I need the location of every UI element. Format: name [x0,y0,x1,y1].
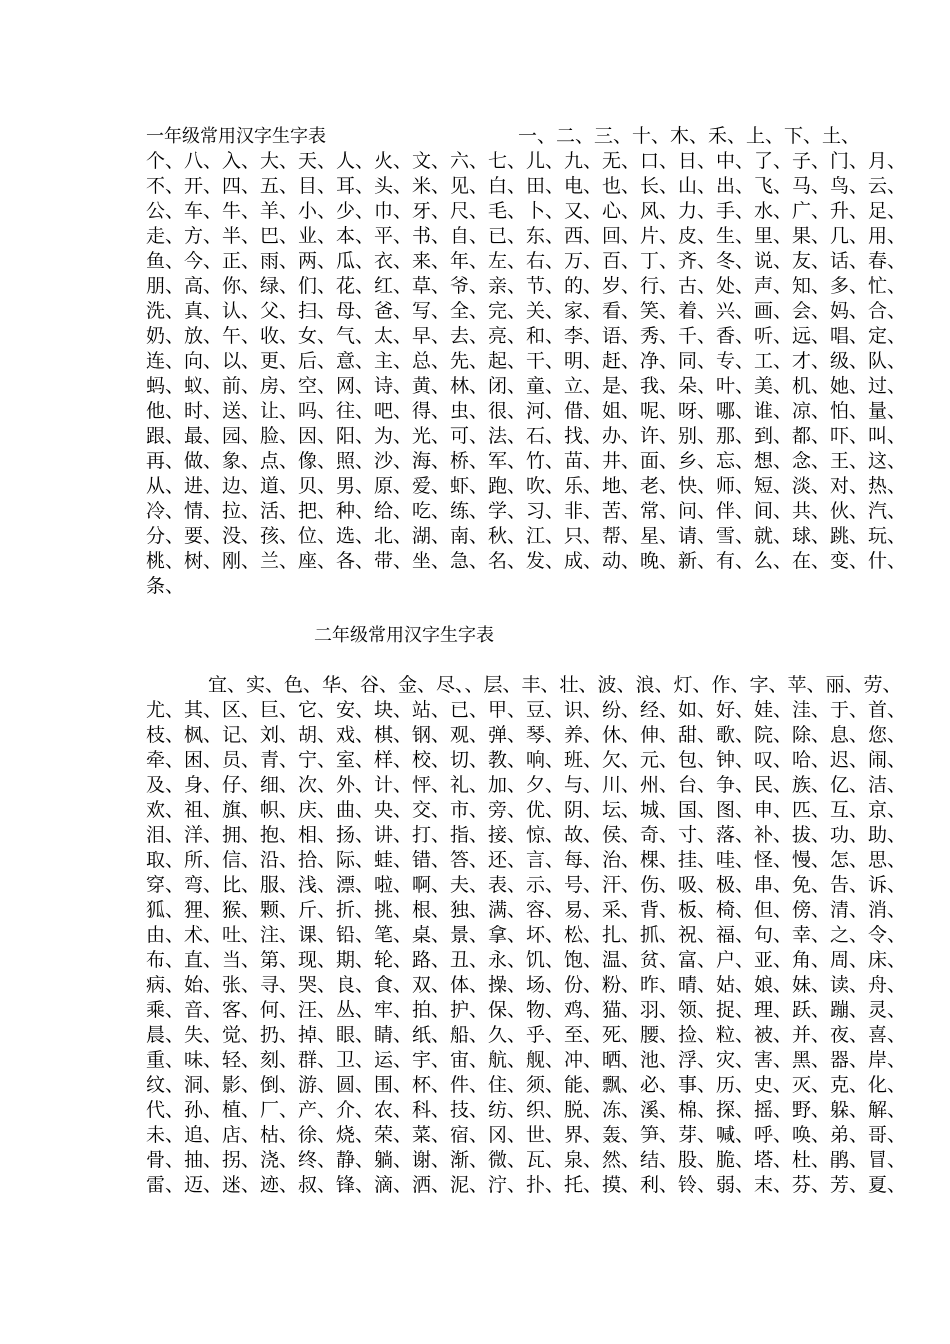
text-line: 公、车、牛、羊、小、少、巾、牙、尺、毛、卜、又、心、风、力、手、水、广、升、足、 [146,200,907,222]
text-line: 泪、洋、拥、抱、相、扬、讲、打、指、接、惊、故、侯、奇、寸、落、补、拔、功、助、 [146,824,907,846]
text-line: 狐、狸、猴、颗、斤、折、挑、根、独、满、容、易、采、背、板、椅、但、傍、清、消、 [146,899,907,921]
text-line: 鱼、今、正、雨、两、瓜、衣、来、年、左、右、万、百、丁、齐、冬、说、友、话、春、 [146,250,907,272]
text-line: 乘、音、客、何、汪、丛、牢、拍、护、保、物、鸡、猫、羽、领、捉、理、跃、蹦、灵、 [146,999,907,1021]
text-line: 晨、失、觉、扔、掉、眼、睛、纸、船、久、乎、至、死、腰、捡、粒、被、并、夜、喜、 [146,1024,907,1046]
text-line: 连、向、以、更、后、意、主、总、先、起、干、明、赶、净、同、专、工、才、级、队、 [146,350,907,372]
grade1-section [146,124,907,599]
text-line: 穿、弯、比、服、浅、漂、啦、啊、夫、表、示、号、汗、伤、吸、极、串、免、告、诉、 [146,874,907,896]
text-line: 从、进、边、道、贝、男、原、爱、虾、跑、吹、乐、地、老、快、师、短、淡、对、热、 [146,475,907,497]
grade1-first-chars: 一、二、三、十、木、禾、上、下、土、 [518,125,861,147]
text-line: 冷、情、拉、活、把、种、给、吃、练、学、习、非、苦、常、问、伴、间、共、伙、汽、 [146,500,907,522]
text-line: 及、身、仔、细、次、外、计、怦、礼、加、夕、与、川、州、台、争、民、族、亿、洁、 [146,774,907,796]
text-line: 再、做、象、点、像、照、沙、海、桥、军、竹、苗、井、面、乡、忘、想、念、王、这、 [146,450,907,472]
text-line: 桃、树、刚、兰、座、各、带、坐、急、名、发、成、动、晚、新、有、么、在、变、什、 [146,550,907,572]
text-line: 欢、祖、旗、帜、庆、曲、央、交、市、旁、优、阴、坛、城、国、图、申、匹、互、京、 [146,799,907,821]
text-line: 代、孙、植、厂、产、介、农、科、技、纺、织、脱、冻、溪、棉、探、摇、野、躲、解、 [146,1099,907,1121]
text-line: 跟、最、园、脸、因、阳、为、光、可、法、石、找、办、许、别、那、到、都、吓、叫、 [146,425,907,447]
text-line: 个、八、入、大、天、人、火、文、六、七、儿、九、无、口、日、中、了、子、门、月、 [146,150,907,172]
grade1-title: 一年级常用汉字生字表 [146,126,326,147]
text-line: 分、要、没、孩、位、选、北、湖、南、秋、江、只、帮、星、请、雪、就、球、跳、玩、 [146,525,907,547]
text-line: 纹、洞、影、倒、游、圆、围、杯、件、住、须、能、飘、必、事、历、史、灭、克、化、 [146,1074,907,1096]
text-line: 布、直、当、第、现、期、轮、路、丑、永、饥、饱、温、贫、富、户、亚、角、周、床、 [146,949,907,971]
grade1-first-line [146,124,861,149]
text-line: 牵、困、员、青、宁、室、样、校、切、教、响、班、欠、元、包、钟、叹、哈、迟、闹、 [146,749,907,771]
text-line: 条、 [146,575,185,597]
text-line: 枝、枫、记、刘、胡、戏、棋、钢、观、弹、琴、养、休、伸、甜、歌、院、除、息、您、 [146,724,907,746]
grade2-title: 二年级常用汉字生字表 [314,625,494,646]
text-line: 奶、放、午、收、女、气、太、早、去、亮、和、李、语、秀、千、香、听、远、唱、定、 [146,325,907,347]
text-line: 不、开、四、五、目、耳、头、米、见、白、田、电、也、长、山、出、飞、马、鸟、云、 [146,175,907,197]
text-line: 病、始、张、寻、哭、良、食、双、体、操、场、份、粉、昨、晴、姑、娘、妹、读、舟、 [146,974,907,996]
text-line: 骨、抽、拐、浇、终、静、躺、谢、渐、微、瓦、泉、然、结、股、脆、塔、杜、鹃、冒、 [146,1149,907,1171]
text-line: 雷、迈、迷、迹、叔、锋、滴、洒、泥、泞、扑、托、摸、利、铃、弱、末、芬、芳、夏、 [146,1174,907,1196]
text-line: 朋、高、你、绿、们、花、红、草、爷、亲、节、的、岁、行、古、处、声、知、多、忙、 [146,275,907,297]
grade2-section [146,673,907,1198]
text-line: 他、时、送、让、吗、往、吧、得、虫、很、河、借、姐、呢、呀、哪、谁、凉、怕、量、 [146,400,907,422]
grade2-first-line: 宜、实、色、华、谷、金、尽、、层、丰、壮、波、浪、灯、作、字、苹、丽、劳、 [208,674,902,696]
text-line: 由、术、吐、注、课、铅、笔、桌、景、拿、坏、松、扎、抓、祝、福、句、幸、之、令、 [146,924,907,946]
text-line: 取、所、信、沿、拾、际、蛙、错、答、还、言、每、治、棵、挂、哇、怪、慢、怎、思、 [146,849,907,871]
text-line: 洗、真、认、父、扫、母、爸、写、全、完、关、家、看、笑、着、兴、画、会、妈、合、 [146,300,907,322]
text-line: 未、追、店、枯、徐、烧、荣、菜、宿、冈、世、界、轰、笋、芽、喊、呼、唤、弟、哥、 [146,1124,907,1146]
text-line: 蚂、蚁、前、房、空、网、诗、黄、林、闭、童、立、是、我、朵、叶、美、机、她、过、 [146,375,907,397]
text-line: 尤、其、区、巨、它、安、块、站、已、甲、豆、识、纷、经、如、好、娃、洼、于、首、 [146,699,907,721]
text-line: 走、方、半、巴、业、本、平、书、自、已、东、西、回、片、皮、生、里、果、几、用、 [146,225,907,247]
text-line: 重、味、轻、刻、群、卫、运、宇、宙、航、舰、冲、晒、池、浮、灾、害、黑、器、岸、 [146,1049,907,1071]
